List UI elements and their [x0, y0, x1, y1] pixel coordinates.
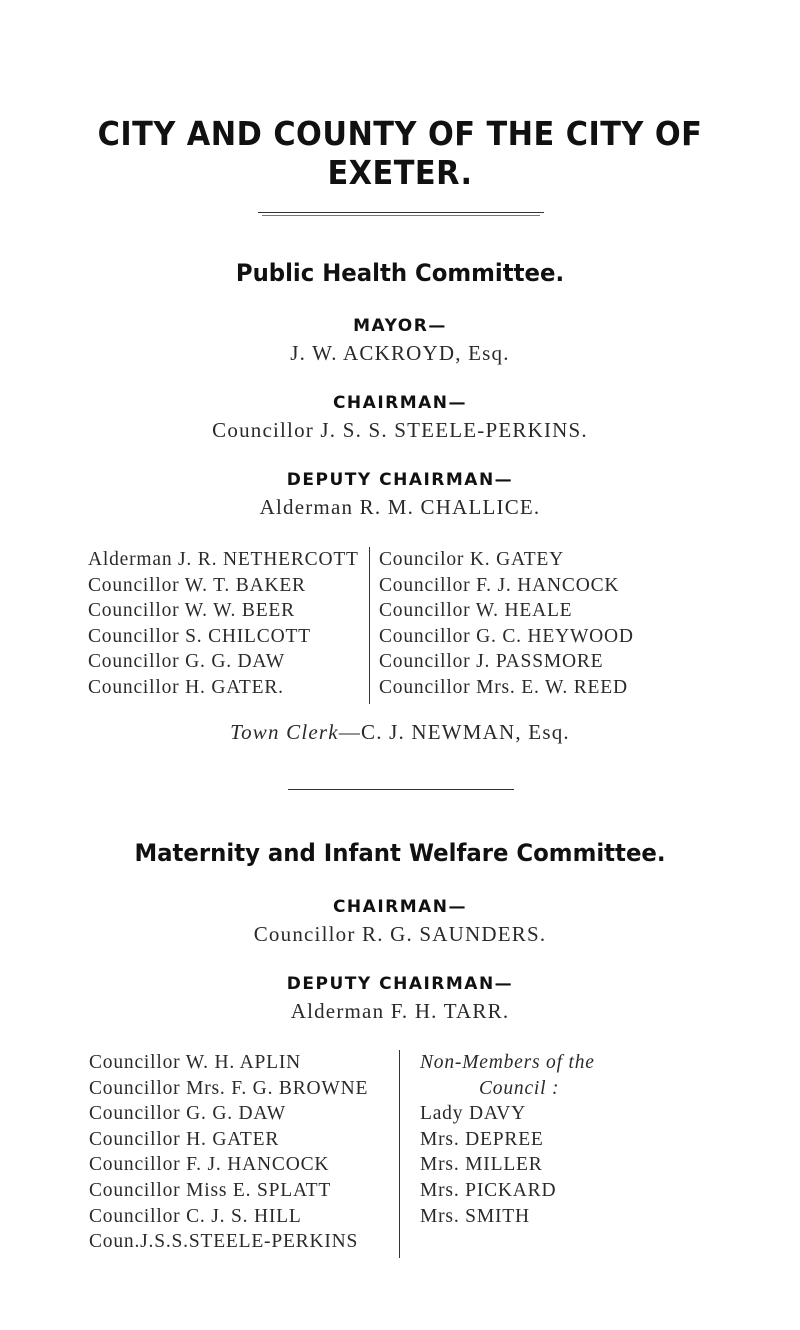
mat-chairman-name: Councillor R. G. SAUNDERS. — [253, 922, 547, 946]
non-member: Mrs. MILLER — [420, 1154, 543, 1176]
ph-members-left — [88, 547, 359, 701]
ph-chairman-label: CHAIRMAN— — [332, 393, 468, 413]
member: Alderman J. R. NETHERCOTT — [88, 549, 359, 570]
member: Councillor H. GATER. — [88, 676, 284, 698]
member: Councillor Mrs. F. G. BROWNE — [89, 1077, 369, 1099]
mayor-name: J. W. ACKROYD, Esq. — [290, 341, 510, 365]
member: Councillor W. H. APLIN — [89, 1052, 302, 1073]
mat-non-members — [420, 1050, 595, 1229]
member: Councillor G. G. DAW — [89, 1103, 286, 1125]
member: Councillor W. W. BEER — [88, 600, 295, 622]
member: Councillor S. CHILCOTT — [88, 625, 311, 647]
maternity-heading: Maternity and Infant Welfare Committee. — [134, 839, 666, 867]
member: Councillor W. HEALE — [379, 600, 573, 622]
member: Councillor H. GATER — [89, 1128, 280, 1150]
mat-chairman-label: CHAIRMAN— — [332, 897, 468, 917]
mayor-label: MAYOR— — [353, 316, 447, 336]
town-clerk-label: Town Clerk — [230, 720, 339, 744]
document-title: CITY AND COUNTY OF THE CITY OF EXETER. — [97, 114, 703, 192]
member: Coun.J.S.S.STEELE-PERKINS — [89, 1231, 359, 1253]
mat-members-left — [89, 1050, 368, 1255]
member: Councilor K. GATEY — [379, 549, 565, 570]
non-member: Mrs. SMITH — [420, 1205, 530, 1227]
mat-deputy-chairman-name: Alderman F. H. TARR. — [290, 999, 510, 1023]
mat-column-divider — [399, 1050, 400, 1258]
member: Councillor F. J. HANCOCK — [89, 1154, 330, 1176]
ph-deputy-chairman-label: DEPUTY CHAIRMAN— — [286, 470, 514, 490]
non-members-heading: Non-Members of the — [420, 1052, 595, 1073]
ph-column-divider — [369, 547, 370, 704]
public-health-heading: Public Health Committee. — [235, 259, 565, 287]
non-member: Mrs. PICKARD — [420, 1179, 557, 1201]
member: Councillor G. C. HEYWOOD — [379, 625, 634, 647]
member: Councillor C. J. S. HILL — [89, 1205, 302, 1227]
non-members-heading-cont: Council : — [479, 1077, 560, 1099]
section-divider — [288, 789, 514, 790]
member: Councillor Mrs. E. W. REED — [379, 676, 628, 698]
non-member: Lady DAVY — [420, 1103, 526, 1125]
ph-members-right — [379, 547, 634, 701]
town-clerk-line — [0, 720, 800, 745]
ph-deputy-chairman-name: Alderman R. M. CHALLICE. — [259, 495, 541, 519]
member: Councillor W. T. BAKER — [88, 574, 306, 596]
title-divider — [258, 212, 544, 213]
member: Councillor Miss E. SPLATT — [89, 1179, 332, 1201]
member: Councillor G. G. DAW — [88, 651, 285, 673]
member: Councillor J. PASSMORE — [379, 651, 604, 673]
ph-chairman-name: Councillor J. S. S. STEELE-PERKINS. — [212, 418, 588, 442]
mat-deputy-chairman-label: DEPUTY CHAIRMAN— — [286, 974, 514, 994]
member: Councillor F. J. HANCOCK — [379, 574, 620, 596]
title-divider-shadow — [262, 215, 540, 216]
town-clerk-name: —C. J. NEWMAN, Esq. — [338, 720, 570, 744]
non-member: Mrs. DEPREE — [420, 1128, 544, 1150]
